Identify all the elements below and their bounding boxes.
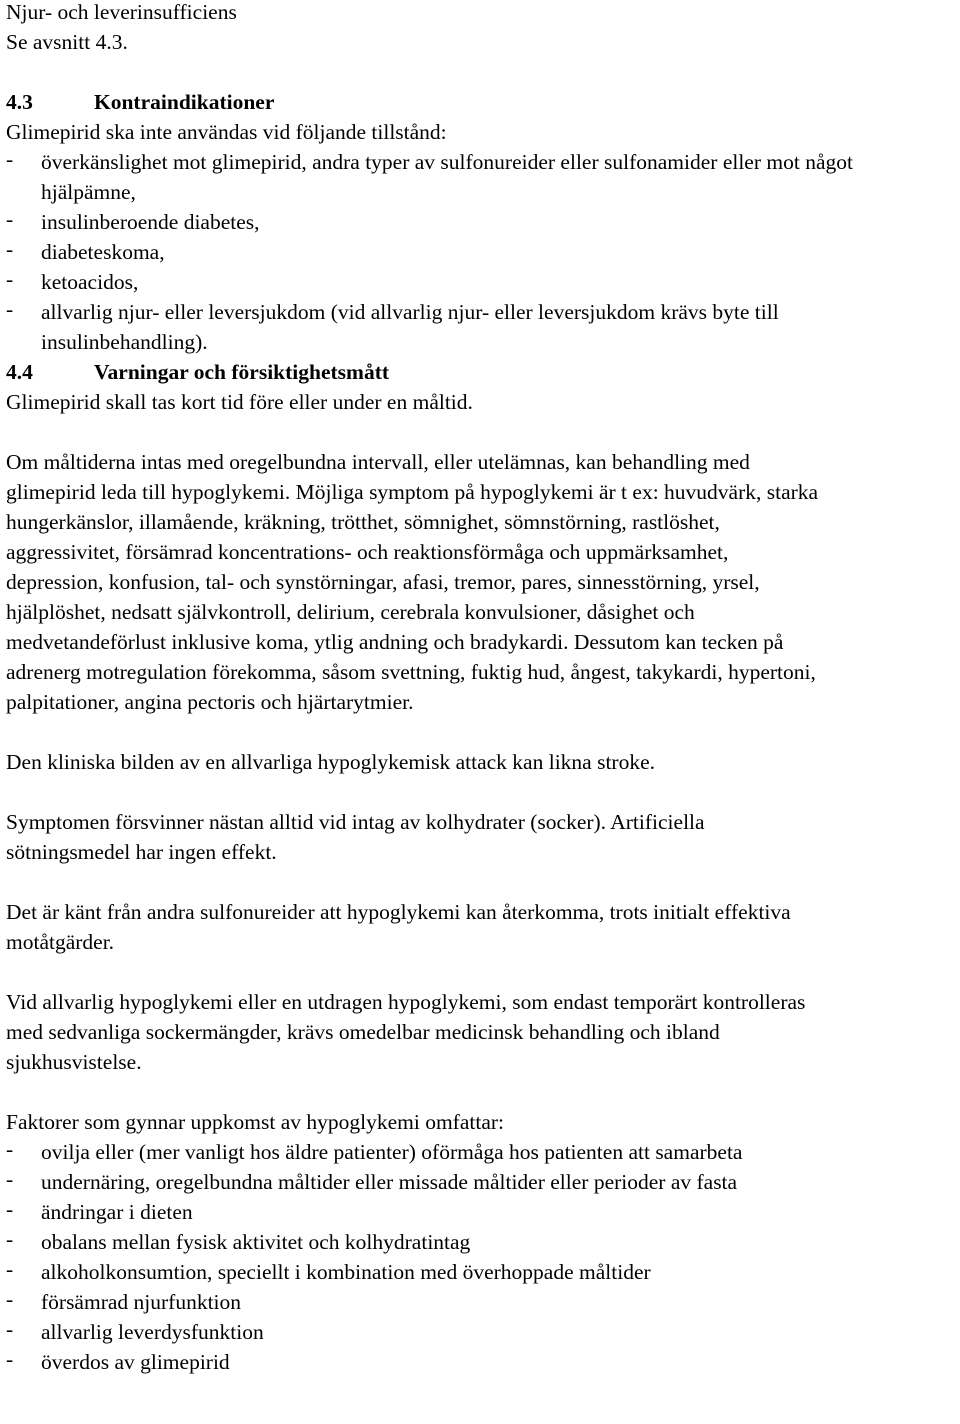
paragraph-line: sjukhusvistelse.	[6, 1050, 142, 1074]
factors-intro: Faktorer som gynnar uppkomst av hypoglykemi omfattar:	[6, 1110, 504, 1134]
section-heading-4-4	[6, 357, 958, 387]
list-item-text: undernäring, oregelbundna måltider eller missade måltider eller perioder av fasta	[41, 1170, 738, 1194]
list-dash: -	[6, 267, 14, 291]
list-dash: -	[6, 1317, 14, 1341]
list-item	[6, 1347, 958, 1377]
paragraph-meal-timing: Glimepirid skall tas kort tid före eller under en måltid.	[6, 390, 473, 414]
paragraph-line: palpitationer, angina pectoris och hjärtarytmier.	[6, 690, 414, 714]
paragraph-line: aggressivitet, försämrad koncentrations- och reaktionsförmåga och uppmärksamhet,	[6, 540, 729, 564]
paragraph-severe-hypoglycemia	[6, 987, 958, 1077]
list-item-text: överkänslighet mot glimepirid, andra typer av sulfonureider eller sulfonamider eller mot något hjälpämne,	[41, 150, 853, 204]
list-item-text: ketoacidos,	[41, 270, 139, 294]
paragraph-line: Vid allvarlig hypoglykemi eller en utdragen hypoglykemi, som endast temporärt kontrolleras	[6, 990, 806, 1014]
list-dash: -	[6, 297, 14, 321]
list-dash: -	[6, 1227, 14, 1251]
list-item-text: ovilja eller (mer vanligt hos äldre patienter) oförmåga hos patienten att samarbeta	[41, 1140, 743, 1164]
paragraph-line: adrenerg motregulation förekomma, såsom svettning, fuktig hud, ångest, takykardi, hypertoni,	[6, 660, 816, 684]
paragraph-line: glimepirid leda till hypoglykemi. Möjliga symptom på hypoglykemi är t ex: huvudvärk, starka	[6, 480, 819, 504]
list-item	[6, 237, 958, 267]
list-item	[6, 1317, 958, 1347]
list-item-text: överdos av glimepirid	[41, 1350, 230, 1374]
paragraph-line: Om måltiderna intas med oregelbundna intervall, eller utelämnas, kan behandling med	[6, 450, 750, 474]
section-number: 4.3	[6, 90, 33, 114]
list-item	[6, 147, 958, 207]
paragraph-hypoglycemia-symptoms	[6, 447, 958, 717]
list-dash: -	[6, 147, 14, 171]
list-dash: -	[6, 207, 14, 231]
list-item-text: allvarlig njur- eller leversjukdom (vid allvarlig njur- eller leversjukdom krävs byte till insulinbehandling).	[41, 300, 779, 354]
list-item	[6, 1197, 958, 1227]
list-item-text: diabeteskoma,	[41, 240, 165, 264]
paragraph-line: medvetandeförlust inklusive koma, ytlig andning och bradykardi. Dessutom kan tecken på	[6, 630, 784, 654]
paragraph-line: hungerkänslor, illamående, kräkning, trötthet, sömnighet, sömnstörning, rastlöshet,	[6, 510, 720, 534]
list-item	[6, 1227, 958, 1257]
list-dash: -	[6, 1137, 14, 1161]
list-item	[6, 1167, 958, 1197]
list-item	[6, 207, 958, 237]
paragraph-line: med sedvanliga sockermängder, krävs omedelbar medicinsk behandling och ibland	[6, 1020, 720, 1044]
list-item-text: insulinberoende diabetes,	[41, 210, 260, 234]
list-dash: -	[6, 1167, 14, 1191]
list-dash: -	[6, 1197, 14, 1221]
section-number: 4.4	[6, 360, 33, 384]
list-item-text: ändringar i dieten	[41, 1200, 193, 1224]
list-item-text: allvarlig leverdysfunktion	[41, 1320, 264, 1344]
list-item	[6, 1287, 958, 1317]
list-item-text: obalans mellan fysisk aktivitet och kolhydratintag	[41, 1230, 471, 1254]
paragraph-line: depression, konfusion, tal- och synstörningar, afasi, tremor, pares, sinnesstörning, yrsel,	[6, 570, 760, 594]
list-item	[6, 1137, 958, 1167]
section-heading-4-3	[6, 87, 958, 117]
section-title: Kontraindikationer	[94, 90, 275, 114]
paragraph-stroke: Den kliniska bilden av en allvarliga hypoglykemisk attack kan likna stroke.	[6, 750, 656, 774]
list-dash: -	[6, 1287, 14, 1311]
list-item	[6, 1257, 958, 1287]
document-page	[6, 0, 958, 1377]
list-dash: -	[6, 1257, 14, 1281]
note-kidney-liver: Njur- och leverinsufficiens	[6, 0, 237, 24]
section-title: Varningar och försiktighetsmått	[94, 360, 390, 384]
paragraph-line: sötningsmedel har ingen effekt.	[6, 840, 277, 864]
contraindications-intro: Glimepirid ska inte användas vid följande tillstånd:	[6, 120, 447, 144]
paragraph-line: Det är känt från andra sulfonureider att hypoglykemi kan återkomma, trots initialt effektiva	[6, 900, 791, 924]
note-see-section: Se avsnitt 4.3.	[6, 30, 128, 54]
list-item-text: försämrad njurfunktion	[41, 1290, 242, 1314]
list-dash: -	[6, 237, 14, 261]
paragraph-line: Symptomen försvinner nästan alltid vid intag av kolhydrater (socker). Artificiella	[6, 810, 705, 834]
paragraph-line: motåtgärder.	[6, 930, 115, 954]
paragraph-line: hjälplöshet, nedsatt självkontroll, delirium, cerebrala konvulsioner, dåsighet och	[6, 600, 695, 624]
paragraph-recurrence	[6, 897, 958, 957]
list-item	[6, 267, 958, 297]
list-item	[6, 297, 958, 357]
list-item-text: alkoholkonsumtion, speciellt i kombination med överhoppade måltider	[41, 1260, 651, 1284]
paragraph-carbohydrates	[6, 807, 958, 867]
list-dash: -	[6, 1347, 14, 1371]
